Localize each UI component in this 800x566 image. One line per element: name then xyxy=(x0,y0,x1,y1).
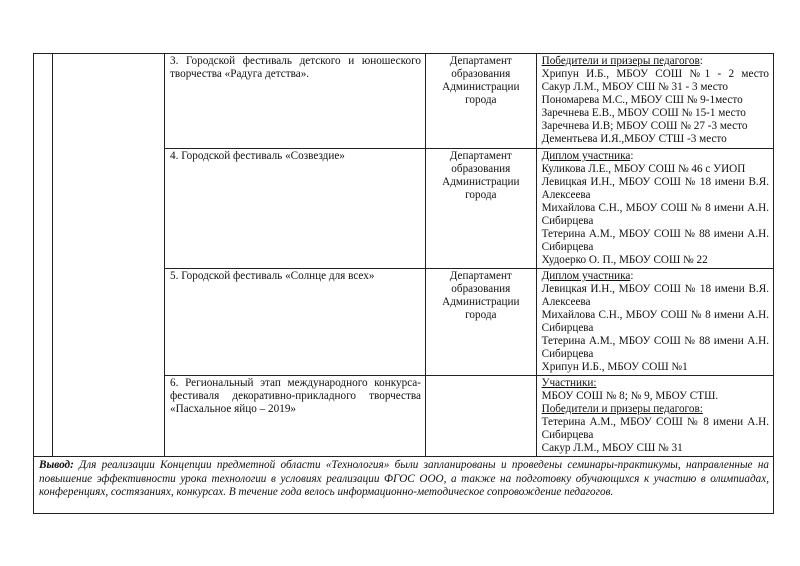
results-heading xyxy=(542,150,769,163)
event-name-cell xyxy=(165,376,426,457)
results-cell xyxy=(536,54,773,149)
result-entry: Сакур Л.М., МБОУ СШ № 31 xyxy=(541,442,683,454)
result-entry: Пономарева М.С., МБОУ СШ № 9-1место xyxy=(541,94,743,106)
organizer-cell xyxy=(426,54,537,149)
result-entry: Хрипун И.Б., МБОУ СОШ №1 - 2 место xyxy=(541,68,769,80)
result-entry: Заречнева И.В; МБОУ СОШ № 27 -3 место xyxy=(541,120,748,132)
results-heading-text: Диплом участника xyxy=(541,270,631,282)
results-heading-suffix: : xyxy=(630,150,634,162)
result-entry: Левицкая И.Н., МБОУ СОШ № 18 имени В.Я. Алексеева xyxy=(541,176,769,201)
event-name-cell xyxy=(165,149,426,269)
table-row xyxy=(34,54,774,149)
organizer-line: Департамент xyxy=(449,270,512,282)
organizer-line: Департамент xyxy=(449,55,512,67)
organizer-line: Департамент xyxy=(449,150,512,162)
organizer-line: города xyxy=(465,309,497,321)
result-entry: Левицкая И.Н., МБОУ СОШ № 18 имени В.Я. Алексеева xyxy=(541,283,769,308)
results-heading: Победители и призеры педагогов: xyxy=(541,403,703,415)
results-heading-suffix: : xyxy=(699,55,703,67)
result-entry: Куликова Л.Е., МБОУ СОШ № 46 с УИОП xyxy=(541,163,746,175)
results-cell xyxy=(536,376,773,457)
result-entry: МБОУ СОШ № 8; № 9, МБОУ СТШ. xyxy=(541,390,719,402)
result-entry: Михайлова С.Н., МБОУ СОШ № 8 имени А.Н. Сибирцева xyxy=(541,202,769,227)
organizer-cell xyxy=(426,269,537,376)
conclusion-cell xyxy=(34,457,774,514)
organizer-cell xyxy=(426,149,537,269)
conclusion-label: Вывод: xyxy=(39,459,74,471)
organizer-cell xyxy=(426,376,537,457)
results-heading-suffix: : xyxy=(630,270,634,282)
results-heading-text: Диплом участника xyxy=(541,150,631,162)
result-entry: Дементьева И.Я.,МБОУ СТШ -3 место xyxy=(541,133,727,145)
results-cell xyxy=(536,269,773,376)
event-name: 4. Городской фестиваль «Созвездие» xyxy=(170,150,345,162)
result-entry: Сакур Л.М., МБОУ СШ № 31 - 3 место xyxy=(541,81,729,93)
result-entry: Тетерина А.М., МБОУ СОШ № 88 имени А.Н. Сибирцева xyxy=(541,228,769,253)
organizer-line: образования xyxy=(451,68,511,80)
event-name-cell xyxy=(165,269,426,376)
results-heading xyxy=(542,55,769,68)
results-heading: Участники: xyxy=(541,377,597,389)
organizer-line: Администрации xyxy=(442,81,520,93)
conclusion-row xyxy=(34,457,774,514)
number-cell xyxy=(34,54,53,457)
results-heading-text: Победители и призеры педагогов xyxy=(541,55,700,67)
conclusion-text: Для реализации Концепции предметной области «Технология» были запланированы и проведены семинары-практикумы, направленные на повышение эффективности урока технологии в условиях реализации ФГОС ООО, а также на подготовку обучающихся к участию в олимпиадах, конференциях, состязаниях, конкурсах. В течение года велось информационно-методическое сопровождение педагогов. xyxy=(39,459,769,498)
events-table xyxy=(33,53,774,514)
organizer-line: города xyxy=(465,189,497,201)
result-entry: Тетерина А.М., МБОУ СОШ № 88 имени А.Н. Сибирцева xyxy=(541,335,769,360)
result-entry: Худоерко О. П., МБОУ СОШ № 22 xyxy=(541,254,708,266)
results-heading xyxy=(542,270,769,283)
result-entry: Михайлова С.Н., МБОУ СОШ № 8 имени А.Н. Сибирцева xyxy=(541,309,769,334)
event-name-cell xyxy=(165,54,426,149)
result-entry: Заречнева Е.В., МБОУ СОШ № 15-1 место xyxy=(541,107,746,119)
event-name: 5. Городской фестиваль «Солнце для всех» xyxy=(170,270,375,282)
organizer-line: образования xyxy=(451,283,511,295)
results-cell xyxy=(536,149,773,269)
event-name: 6. Региональный этап международного конкурса-фестиваля декоративно-прикладного творчества «Пасхальное яйцо – 2019» xyxy=(170,377,421,415)
section-cell xyxy=(53,54,165,457)
result-entry: Хрипун И.Б., МБОУ СОШ №1 xyxy=(541,361,688,373)
organizer-line: Администрации xyxy=(442,296,520,308)
organizer-line: города xyxy=(465,94,497,106)
organizer-line: Администрации xyxy=(442,176,520,188)
organizer-line: образования xyxy=(451,163,511,175)
event-name: 3. Городской фестиваль детского и юношеского творчества «Радуга детства». xyxy=(170,55,421,80)
result-entry: Тетерина А.М., МБОУ СОШ № 8 имени А.Н. Сибирцева xyxy=(541,416,769,441)
